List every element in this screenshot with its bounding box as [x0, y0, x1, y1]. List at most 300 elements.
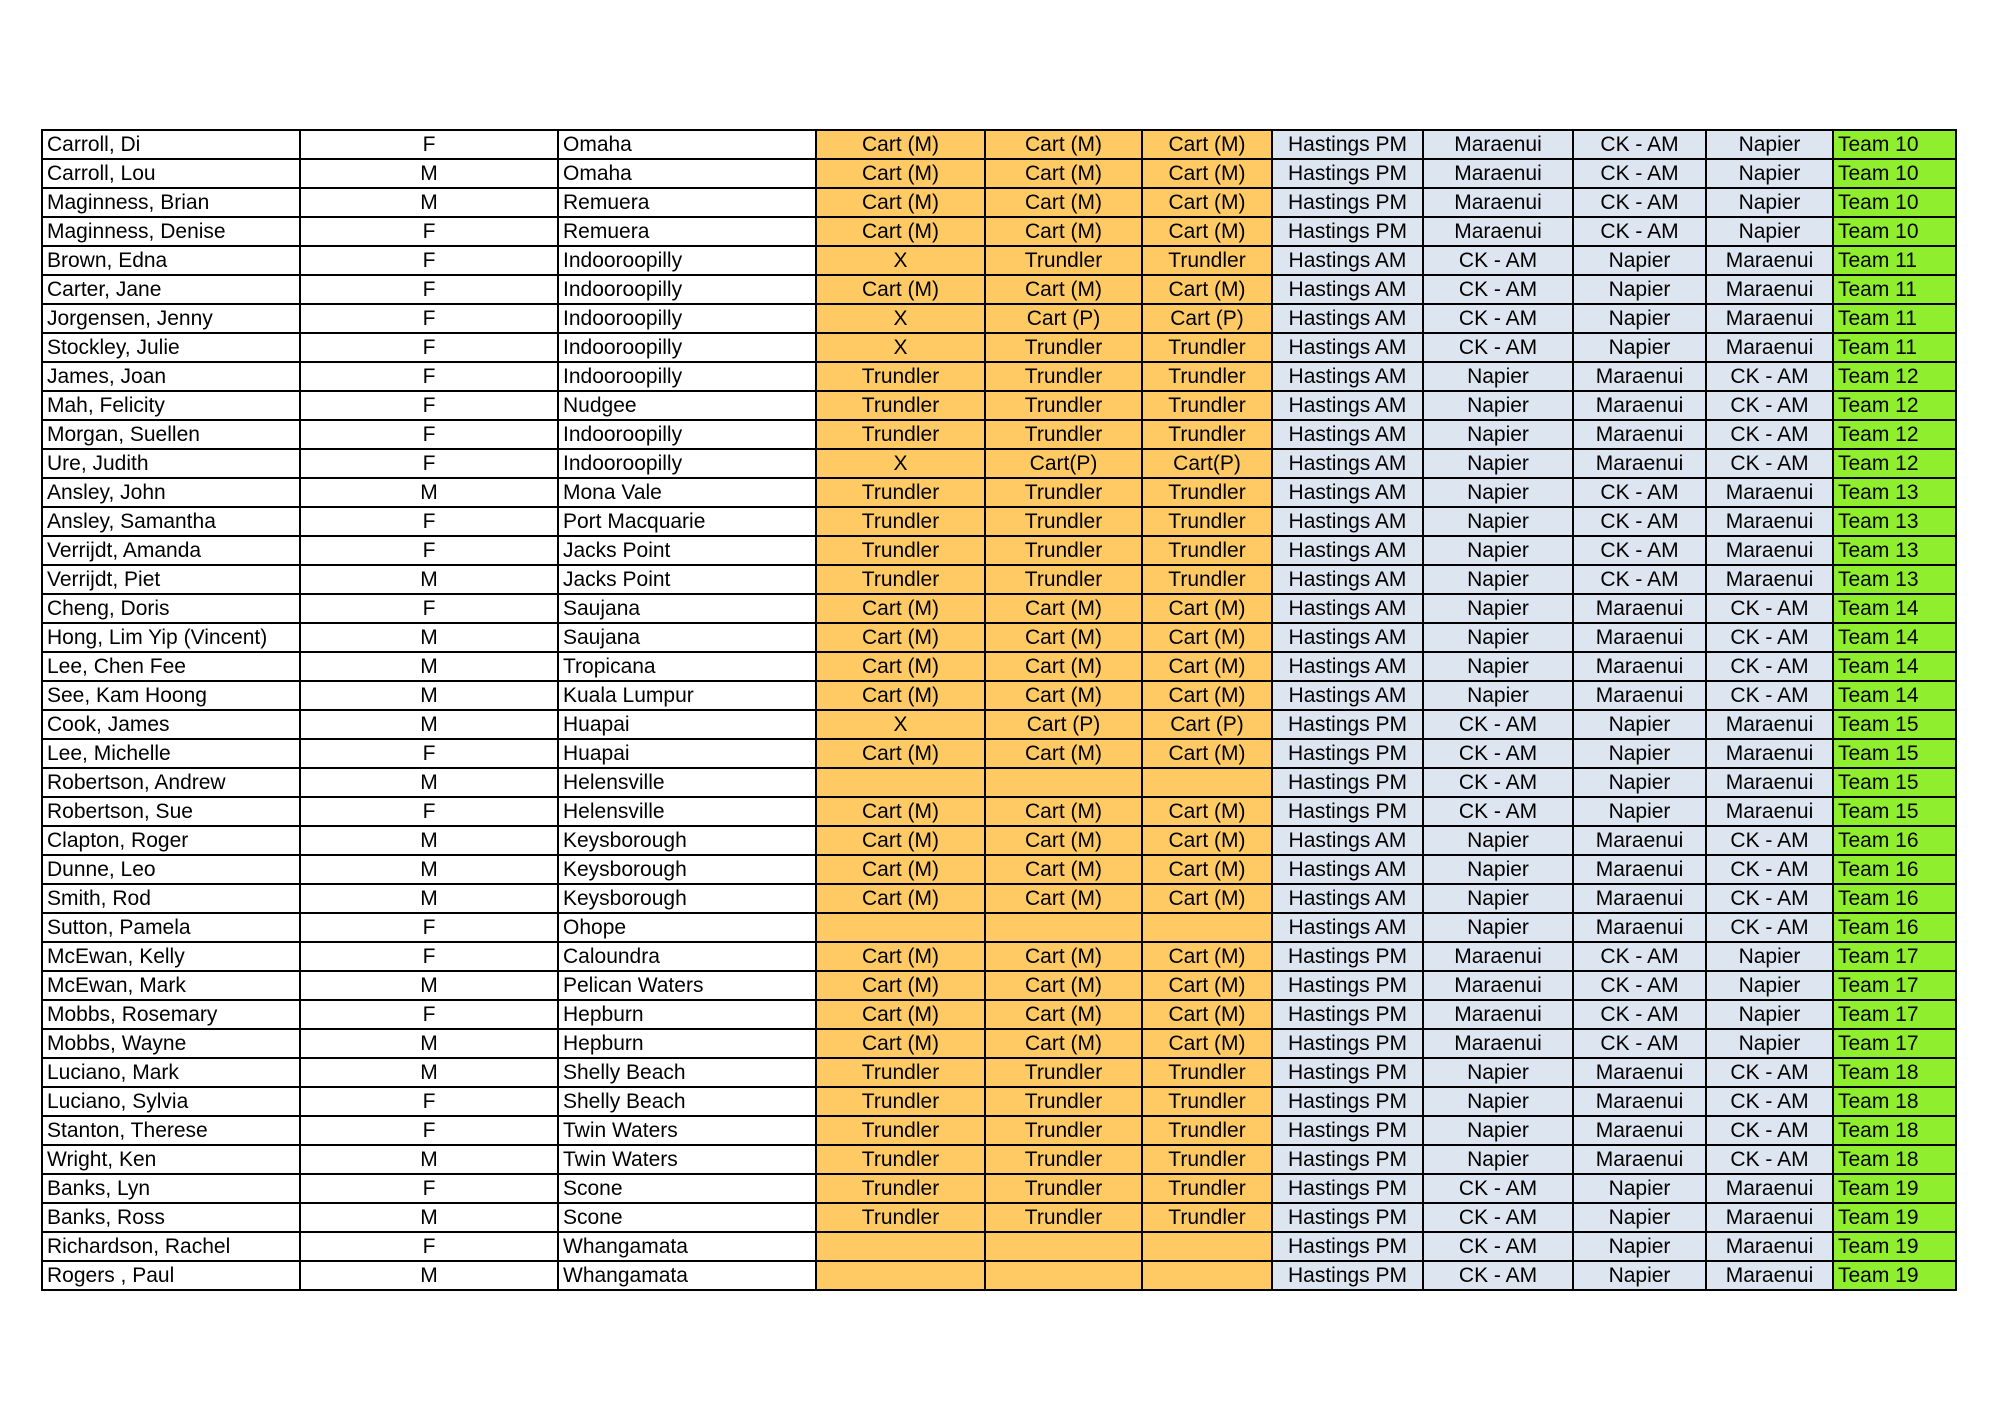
name-cell: Brown, Edna [42, 246, 300, 275]
sex-cell: F [300, 333, 558, 362]
slot-2-cell: Napier [1423, 1058, 1573, 1087]
sex-cell: F [300, 449, 558, 478]
transport-1-cell: X [816, 710, 985, 739]
slot-4-cell: CK - AM [1706, 1145, 1833, 1174]
name-cell: Stanton, Therese [42, 1116, 300, 1145]
transport-1-cell: Cart (M) [816, 884, 985, 913]
name-cell: Cook, James [42, 710, 300, 739]
slot-3-cell: Maraenui [1573, 826, 1706, 855]
roster-body [42, 130, 1956, 1290]
slot-4-cell: Maraenui [1706, 304, 1833, 333]
sex-cell: F [300, 1000, 558, 1029]
team-cell: Team 19 [1833, 1174, 1956, 1203]
team-cell: Team 17 [1833, 1029, 1956, 1058]
team-cell: Team 16 [1833, 884, 1956, 913]
transport-2-cell: Trundler [985, 391, 1142, 420]
team-cell: Team 19 [1833, 1261, 1956, 1290]
slot-1-cell: Hastings PM [1272, 1058, 1423, 1087]
name-cell: Sutton, Pamela [42, 913, 300, 942]
team-cell: Team 16 [1833, 826, 1956, 855]
transport-1-cell: Cart (M) [816, 1029, 985, 1058]
sex-cell: M [300, 652, 558, 681]
slot-2-cell: Maraenui [1423, 971, 1573, 1000]
transport-3-cell: Cart (M) [1142, 855, 1272, 884]
team-cell: Team 19 [1833, 1203, 1956, 1232]
slot-2-cell: CK - AM [1423, 710, 1573, 739]
slot-3-cell: CK - AM [1573, 130, 1706, 159]
transport-1-cell: Cart (M) [816, 942, 985, 971]
transport-3-cell: Trundler [1142, 536, 1272, 565]
slot-4-cell: Maraenui [1706, 536, 1833, 565]
slot-3-cell: Maraenui [1573, 362, 1706, 391]
team-cell: Team 18 [1833, 1116, 1956, 1145]
table-row [42, 797, 1956, 826]
town-cell: Keysborough [558, 826, 816, 855]
transport-3-cell: Cart (M) [1142, 884, 1272, 913]
team-cell: Team 10 [1833, 130, 1956, 159]
transport-2-cell: Trundler [985, 1145, 1142, 1174]
table-row [42, 1087, 1956, 1116]
table-row [42, 942, 1956, 971]
slot-3-cell: CK - AM [1573, 159, 1706, 188]
transport-2-cell: Cart (M) [985, 188, 1142, 217]
slot-1-cell: Hastings PM [1272, 1261, 1423, 1290]
town-cell: Scone [558, 1203, 816, 1232]
slot-4-cell: Maraenui [1706, 333, 1833, 362]
transport-1-cell: Trundler [816, 1058, 985, 1087]
slot-2-cell: Napier [1423, 826, 1573, 855]
table-row [42, 594, 1956, 623]
sex-cell: F [300, 391, 558, 420]
transport-2-cell [985, 913, 1142, 942]
slot-4-cell: Maraenui [1706, 710, 1833, 739]
sex-cell: M [300, 971, 558, 1000]
table-row [42, 1000, 1956, 1029]
slot-1-cell: Hastings AM [1272, 449, 1423, 478]
transport-3-cell: Cart(P) [1142, 449, 1272, 478]
transport-1-cell: Cart (M) [816, 159, 985, 188]
town-cell: Indooroopilly [558, 333, 816, 362]
slot-2-cell: Maraenui [1423, 159, 1573, 188]
slot-3-cell: Napier [1573, 304, 1706, 333]
transport-3-cell: Trundler [1142, 333, 1272, 362]
name-cell: Carter, Jane [42, 275, 300, 304]
transport-2-cell: Cart (M) [985, 652, 1142, 681]
slot-2-cell: CK - AM [1423, 1203, 1573, 1232]
transport-2-cell: Cart (M) [985, 884, 1142, 913]
slot-2-cell: CK - AM [1423, 304, 1573, 333]
team-cell: Team 11 [1833, 304, 1956, 333]
name-cell: Ure, Judith [42, 449, 300, 478]
slot-4-cell: CK - AM [1706, 884, 1833, 913]
slot-2-cell: Napier [1423, 449, 1573, 478]
slot-1-cell: Hastings PM [1272, 710, 1423, 739]
team-cell: Team 17 [1833, 1000, 1956, 1029]
sex-cell: F [300, 362, 558, 391]
slot-3-cell: CK - AM [1573, 565, 1706, 594]
transport-2-cell: Trundler [985, 1058, 1142, 1087]
sex-cell: F [300, 594, 558, 623]
transport-2-cell [985, 1261, 1142, 1290]
town-cell: Mona Vale [558, 478, 816, 507]
slot-2-cell: Napier [1423, 507, 1573, 536]
name-cell: Banks, Lyn [42, 1174, 300, 1203]
slot-2-cell: Maraenui [1423, 188, 1573, 217]
transport-3-cell: Cart (M) [1142, 217, 1272, 246]
slot-3-cell: Napier [1573, 1203, 1706, 1232]
sex-cell: F [300, 1116, 558, 1145]
transport-1-cell [816, 1232, 985, 1261]
transport-2-cell: Cart (P) [985, 710, 1142, 739]
transport-2-cell: Trundler [985, 246, 1142, 275]
table-row [42, 1232, 1956, 1261]
table-row [42, 130, 1956, 159]
transport-3-cell: Cart (M) [1142, 971, 1272, 1000]
transport-3-cell: Cart (P) [1142, 710, 1272, 739]
table-row [42, 1058, 1956, 1087]
slot-2-cell: CK - AM [1423, 768, 1573, 797]
roster-table [41, 129, 1957, 1291]
team-cell: Team 15 [1833, 768, 1956, 797]
slot-2-cell: Napier [1423, 1145, 1573, 1174]
transport-3-cell: Trundler [1142, 478, 1272, 507]
transport-2-cell [985, 1232, 1142, 1261]
transport-3-cell: Cart (M) [1142, 826, 1272, 855]
transport-2-cell: Cart (M) [985, 739, 1142, 768]
town-cell: Shelly Beach [558, 1058, 816, 1087]
table-row [42, 391, 1956, 420]
transport-2-cell: Cart (M) [985, 1000, 1142, 1029]
sex-cell: F [300, 130, 558, 159]
slot-4-cell: CK - AM [1706, 623, 1833, 652]
town-cell: Scone [558, 1174, 816, 1203]
transport-3-cell [1142, 768, 1272, 797]
name-cell: Stockley, Julie [42, 333, 300, 362]
transport-3-cell: Cart (M) [1142, 739, 1272, 768]
slot-2-cell: Napier [1423, 391, 1573, 420]
town-cell: Indooroopilly [558, 420, 816, 449]
transport-1-cell: Trundler [816, 420, 985, 449]
transport-1-cell [816, 913, 985, 942]
transport-1-cell: Trundler [816, 565, 985, 594]
sex-cell: M [300, 884, 558, 913]
slot-1-cell: Hastings PM [1272, 797, 1423, 826]
transport-3-cell: Trundler [1142, 1203, 1272, 1232]
slot-1-cell: Hastings AM [1272, 565, 1423, 594]
transport-3-cell [1142, 1261, 1272, 1290]
slot-3-cell: Napier [1573, 1261, 1706, 1290]
sex-cell: F [300, 420, 558, 449]
name-cell: Lee, Michelle [42, 739, 300, 768]
transport-1-cell: Trundler [816, 1203, 985, 1232]
transport-2-cell: Trundler [985, 565, 1142, 594]
slot-1-cell: Hastings PM [1272, 1232, 1423, 1261]
town-cell: Huapai [558, 739, 816, 768]
slot-3-cell: CK - AM [1573, 1029, 1706, 1058]
name-cell: Hong, Lim Yip (Vincent) [42, 623, 300, 652]
slot-1-cell: Hastings AM [1272, 884, 1423, 913]
table-row [42, 362, 1956, 391]
transport-1-cell: Cart (M) [816, 130, 985, 159]
team-cell: Team 14 [1833, 623, 1956, 652]
town-cell: Nudgee [558, 391, 816, 420]
town-cell: Indooroopilly [558, 275, 816, 304]
transport-1-cell: Trundler [816, 391, 985, 420]
team-cell: Team 18 [1833, 1058, 1956, 1087]
town-cell: Remuera [558, 188, 816, 217]
slot-4-cell: Napier [1706, 942, 1833, 971]
slot-1-cell: Hastings AM [1272, 246, 1423, 275]
name-cell: Mobbs, Rosemary [42, 1000, 300, 1029]
transport-1-cell: Cart (M) [816, 275, 985, 304]
table-row [42, 333, 1956, 362]
transport-1-cell: Cart (M) [816, 797, 985, 826]
transport-3-cell: Cart (M) [1142, 159, 1272, 188]
slot-2-cell: Napier [1423, 855, 1573, 884]
name-cell: Carroll, Di [42, 130, 300, 159]
name-cell: Morgan, Suellen [42, 420, 300, 449]
slot-2-cell: Maraenui [1423, 217, 1573, 246]
transport-2-cell: Cart (M) [985, 159, 1142, 188]
slot-1-cell: Hastings PM [1272, 217, 1423, 246]
transport-2-cell: Cart (M) [985, 826, 1142, 855]
slot-1-cell: Hastings AM [1272, 855, 1423, 884]
slot-3-cell: CK - AM [1573, 507, 1706, 536]
transport-3-cell: Cart (M) [1142, 275, 1272, 304]
transport-3-cell: Trundler [1142, 1145, 1272, 1174]
transport-3-cell: Trundler [1142, 420, 1272, 449]
slot-3-cell: CK - AM [1573, 217, 1706, 246]
transport-1-cell [816, 1261, 985, 1290]
team-cell: Team 13 [1833, 478, 1956, 507]
table-row [42, 971, 1956, 1000]
name-cell: Richardson, Rachel [42, 1232, 300, 1261]
slot-3-cell: Napier [1573, 1174, 1706, 1203]
sex-cell: F [300, 942, 558, 971]
team-cell: Team 13 [1833, 536, 1956, 565]
slot-1-cell: Hastings PM [1272, 1029, 1423, 1058]
sex-cell: F [300, 536, 558, 565]
transport-2-cell: Trundler [985, 1174, 1142, 1203]
town-cell: Tropicana [558, 652, 816, 681]
slot-3-cell: CK - AM [1573, 971, 1706, 1000]
table-row [42, 768, 1956, 797]
sex-cell: M [300, 1145, 558, 1174]
slot-1-cell: Hastings PM [1272, 942, 1423, 971]
slot-1-cell: Hastings AM [1272, 536, 1423, 565]
slot-4-cell: Maraenui [1706, 797, 1833, 826]
table-row [42, 159, 1956, 188]
transport-2-cell: Cart (M) [985, 681, 1142, 710]
slot-4-cell: Maraenui [1706, 275, 1833, 304]
team-cell: Team 12 [1833, 420, 1956, 449]
sex-cell: F [300, 739, 558, 768]
table-row [42, 449, 1956, 478]
transport-3-cell: Trundler [1142, 246, 1272, 275]
slot-2-cell: Napier [1423, 478, 1573, 507]
slot-4-cell: Maraenui [1706, 1203, 1833, 1232]
slot-4-cell: Napier [1706, 188, 1833, 217]
name-cell: Verrijdt, Amanda [42, 536, 300, 565]
transport-1-cell: X [816, 246, 985, 275]
slot-4-cell: Maraenui [1706, 1232, 1833, 1261]
slot-3-cell: Napier [1573, 275, 1706, 304]
transport-1-cell: Trundler [816, 536, 985, 565]
slot-3-cell: Napier [1573, 1232, 1706, 1261]
transport-1-cell: X [816, 304, 985, 333]
team-cell: Team 11 [1833, 333, 1956, 362]
team-cell: Team 15 [1833, 739, 1956, 768]
name-cell: Maginness, Brian [42, 188, 300, 217]
team-cell: Team 15 [1833, 797, 1956, 826]
slot-1-cell: Hastings PM [1272, 1203, 1423, 1232]
slot-2-cell: Napier [1423, 1116, 1573, 1145]
name-cell: Ansley, John [42, 478, 300, 507]
slot-3-cell: Maraenui [1573, 449, 1706, 478]
slot-1-cell: Hastings PM [1272, 159, 1423, 188]
table-row [42, 739, 1956, 768]
team-cell: Team 16 [1833, 913, 1956, 942]
name-cell: McEwan, Kelly [42, 942, 300, 971]
table-row [42, 826, 1956, 855]
name-cell: Jorgensen, Jenny [42, 304, 300, 333]
town-cell: Hepburn [558, 1029, 816, 1058]
team-cell: Team 12 [1833, 449, 1956, 478]
transport-3-cell [1142, 1232, 1272, 1261]
sex-cell: F [300, 1232, 558, 1261]
name-cell: Robertson, Andrew [42, 768, 300, 797]
town-cell: Caloundra [558, 942, 816, 971]
table-row [42, 565, 1956, 594]
transport-3-cell: Cart (M) [1142, 623, 1272, 652]
transport-1-cell: Cart (M) [816, 652, 985, 681]
transport-3-cell: Trundler [1142, 1058, 1272, 1087]
team-cell: Team 14 [1833, 681, 1956, 710]
slot-2-cell: Napier [1423, 623, 1573, 652]
slot-1-cell: Hastings AM [1272, 623, 1423, 652]
slot-2-cell: Maraenui [1423, 942, 1573, 971]
sex-cell: M [300, 681, 558, 710]
slot-2-cell: Napier [1423, 884, 1573, 913]
slot-3-cell: CK - AM [1573, 188, 1706, 217]
slot-3-cell: CK - AM [1573, 1000, 1706, 1029]
name-cell: See, Kam Hoong [42, 681, 300, 710]
slot-3-cell: Napier [1573, 768, 1706, 797]
transport-3-cell: Cart (M) [1142, 130, 1272, 159]
name-cell: McEwan, Mark [42, 971, 300, 1000]
sex-cell: M [300, 1029, 558, 1058]
slot-3-cell: Napier [1573, 710, 1706, 739]
transport-2-cell: Trundler [985, 507, 1142, 536]
transport-2-cell: Cart (M) [985, 855, 1142, 884]
town-cell: Saujana [558, 623, 816, 652]
table-row [42, 1029, 1956, 1058]
slot-1-cell: Hastings AM [1272, 478, 1423, 507]
slot-2-cell: CK - AM [1423, 797, 1573, 826]
table-row [42, 420, 1956, 449]
slot-3-cell: CK - AM [1573, 536, 1706, 565]
sex-cell: M [300, 1203, 558, 1232]
sex-cell: M [300, 855, 558, 884]
slot-1-cell: Hastings AM [1272, 652, 1423, 681]
transport-3-cell: Cart (P) [1142, 304, 1272, 333]
slot-2-cell: CK - AM [1423, 246, 1573, 275]
slot-2-cell: Napier [1423, 420, 1573, 449]
transport-3-cell: Trundler [1142, 565, 1272, 594]
sex-cell: M [300, 188, 558, 217]
slot-2-cell: CK - AM [1423, 333, 1573, 362]
name-cell: Wright, Ken [42, 1145, 300, 1174]
transport-1-cell: Trundler [816, 507, 985, 536]
slot-1-cell: Hastings AM [1272, 681, 1423, 710]
transport-1-cell [816, 768, 985, 797]
slot-4-cell: CK - AM [1706, 391, 1833, 420]
sex-cell: F [300, 217, 558, 246]
transport-2-cell: Trundler [985, 478, 1142, 507]
team-cell: Team 14 [1833, 652, 1956, 681]
name-cell: Robertson, Sue [42, 797, 300, 826]
slot-3-cell: Napier [1573, 246, 1706, 275]
slot-3-cell: Maraenui [1573, 594, 1706, 623]
table-row [42, 1174, 1956, 1203]
slot-1-cell: Hastings AM [1272, 826, 1423, 855]
slot-1-cell: Hastings PM [1272, 188, 1423, 217]
table-row [42, 275, 1956, 304]
transport-2-cell: Cart (M) [985, 942, 1142, 971]
name-cell: Banks, Ross [42, 1203, 300, 1232]
name-cell: Dunne, Leo [42, 855, 300, 884]
transport-2-cell: Cart (M) [985, 797, 1142, 826]
slot-3-cell: Maraenui [1573, 623, 1706, 652]
slot-4-cell: Napier [1706, 1029, 1833, 1058]
table-row [42, 536, 1956, 565]
slot-4-cell: CK - AM [1706, 681, 1833, 710]
table-row [42, 652, 1956, 681]
town-cell: Indooroopilly [558, 362, 816, 391]
slot-3-cell: Maraenui [1573, 681, 1706, 710]
town-cell: Omaha [558, 159, 816, 188]
town-cell: Omaha [558, 130, 816, 159]
team-cell: Team 19 [1833, 1232, 1956, 1261]
transport-3-cell: Trundler [1142, 362, 1272, 391]
transport-2-cell: Trundler [985, 536, 1142, 565]
name-cell: Luciano, Mark [42, 1058, 300, 1087]
name-cell: Rogers , Paul [42, 1261, 300, 1290]
slot-3-cell: Maraenui [1573, 1087, 1706, 1116]
town-cell: Keysborough [558, 884, 816, 913]
slot-2-cell: Maraenui [1423, 1000, 1573, 1029]
slot-4-cell: Maraenui [1706, 1261, 1833, 1290]
slot-3-cell: CK - AM [1573, 942, 1706, 971]
slot-1-cell: Hastings PM [1272, 971, 1423, 1000]
transport-1-cell: Trundler [816, 1087, 985, 1116]
name-cell: Maginness, Denise [42, 217, 300, 246]
town-cell: Whangamata [558, 1232, 816, 1261]
slot-4-cell: Maraenui [1706, 478, 1833, 507]
town-cell: Indooroopilly [558, 304, 816, 333]
sex-cell: M [300, 768, 558, 797]
slot-4-cell: CK - AM [1706, 652, 1833, 681]
slot-4-cell: CK - AM [1706, 1087, 1833, 1116]
transport-1-cell: Trundler [816, 1116, 985, 1145]
slot-1-cell: Hastings AM [1272, 391, 1423, 420]
table-row [42, 855, 1956, 884]
transport-1-cell: Cart (M) [816, 826, 985, 855]
transport-1-cell: Cart (M) [816, 188, 985, 217]
slot-2-cell: Napier [1423, 1087, 1573, 1116]
town-cell: Indooroopilly [558, 246, 816, 275]
town-cell: Whangamata [558, 1261, 816, 1290]
